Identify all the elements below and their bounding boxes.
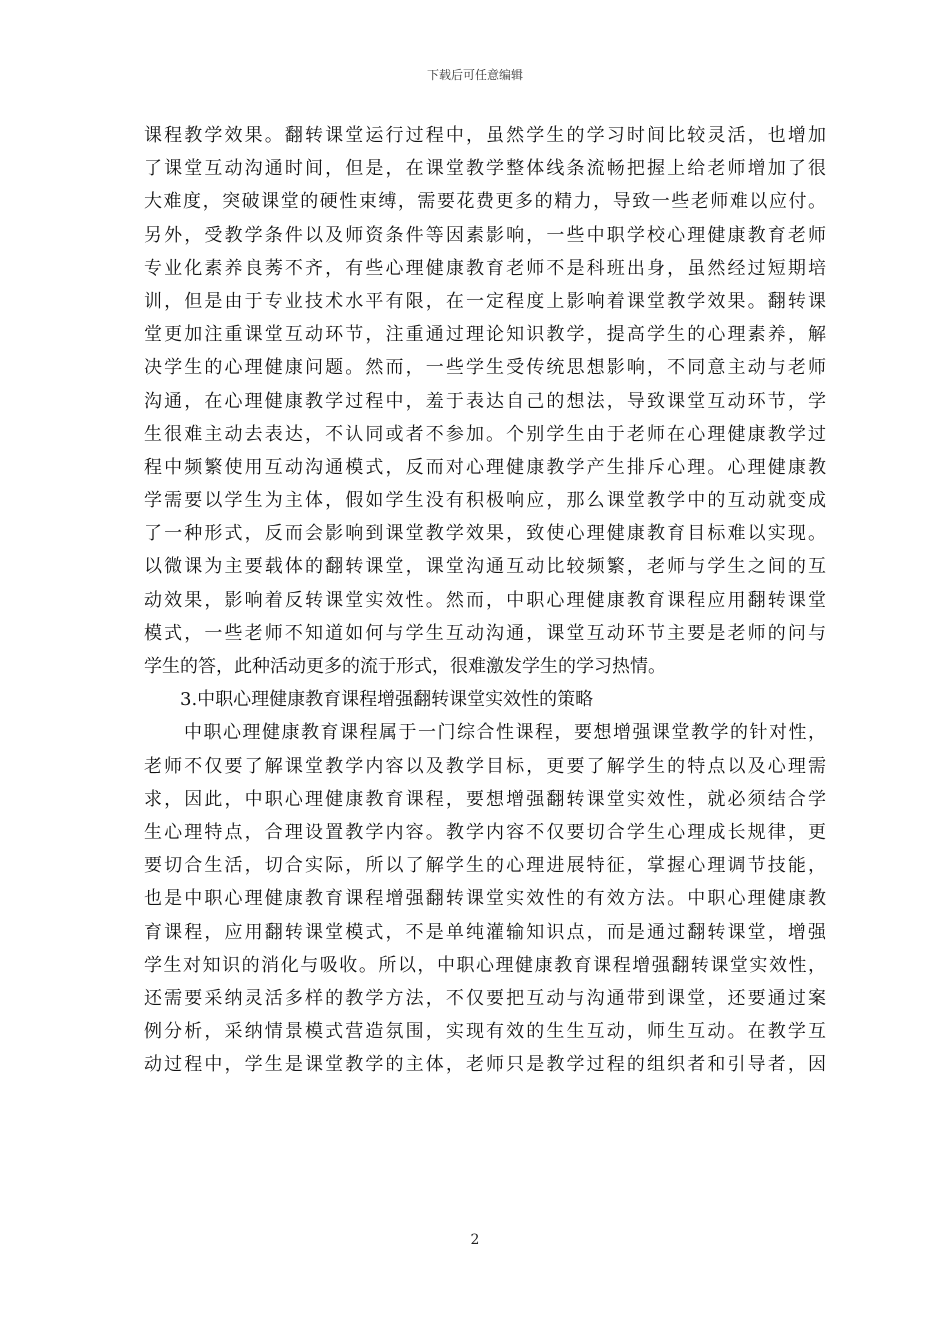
paragraph-1-line: 决学生的心理健康问题。然而，一些学生受传统思想影响，不同意主动与老师 [144,357,826,379]
section-heading: 3.中职心理健康教育课程增强翻转课堂实效性的策略 [180,689,594,711]
paragraph-2-line: 动过程中，学生是课堂教学的主体，老师只是教学过程的组织者和引导者，因 [144,1054,826,1076]
paragraph-1-line: 专业化素养良莠不齐，有些心理健康教育老师不是科班出身，虽然经过短期培 [144,257,826,279]
paragraph-1-line: 大难度，突破课堂的硬性束缚，需要花费更多的精力，导致一些老师难以应付。 [144,191,826,213]
paragraph-1-line: 堂更加注重课堂互动环节，注重通过理论知识教学，提高学生的心理素养，解 [144,324,826,346]
paragraph-2 [144,716,826,1081]
paragraph-2-line: 例分析，采纳情景模式营造氛围，实现有效的生生互动，师生互动。在教学互 [144,1021,826,1043]
paragraph-2-line: 生心理特点，合理设置教学内容。教学内容不仅要切合学生心理成长规律，更 [144,821,826,843]
paragraph-2-line: 学生对知识的消化与吸收。所以，中职心理健康教育课程增强翻转课堂实效性， [144,954,826,976]
page-number: 2 [470,1232,480,1248]
document-body [144,119,826,1081]
paragraph-1 [144,119,826,683]
page-header-note: 下载后可任意编辑 [426,68,523,82]
paragraph-1-line: 了课堂互动沟通时间，但是，在课堂教学整体线条流畅把握上给老师增加了很 [144,158,826,180]
paragraph-2-line: 求，因此，中职心理健康教育课程，要想增强翻转课堂实效性，就必须结合学 [144,788,826,810]
paragraph-2-line: 也是中职心理健康教育课程增强翻转课堂实效性的有效方法。中职心理健康教 [144,888,826,910]
paragraph-2-line: 育课程，应用翻转课堂模式，不是单纯灌输知识点，而是通过翻转课堂，增强 [144,921,826,943]
paragraph-2-line: 中职心理健康教育课程属于一门综合性课程，要想增强课堂教学的针对性， [184,722,826,744]
paragraph-1-line: 沟通，在心理健康教学过程中，羞于表达自己的想法，导致课堂互动环节，学 [144,390,826,412]
paragraph-2-line: 要切合生活，切合实际，所以了解学生的心理进展特征，掌握心理调节技能， [144,855,826,877]
paragraph-1-line: 训，但是由于专业技术水平有限，在一定程度上影响着课堂教学效果。翻转课 [144,290,826,312]
paragraph-1-line: 学生的答，此种活动更多的流于形式，很难激发学生的学习热情。 [144,656,666,677]
paragraph-1-line: 生很难主动去表达，不认同或者不参加。个别学生由于老师在心理健康教学过 [144,423,826,445]
paragraph-1-line: 学需要以学生为主体，假如学生没有积极响应，那么课堂教学中的互动就变成 [144,490,826,512]
paragraph-1-line: 以微课为主要载体的翻转课堂，课堂沟通互动比较频繁，老师与学生之间的互 [144,556,826,578]
paragraph-1-line: 动效果，影响着反转课堂实效性。然而，中职心理健康教育课程应用翻转课堂 [144,589,826,611]
paragraph-2-line: 老师不仅要了解课堂教学内容以及教学目标，更要了解学生的特点以及心理需 [144,755,826,777]
paragraph-1-line: 课程教学效果。翻转课堂运行过程中，虽然学生的学习时间比较灵活，也增加 [144,125,826,146]
paragraph-2-line: 还需要采纳灵活多样的教学方法，不仅要把互动与沟通带到课堂，还要通过案 [144,987,826,1009]
paragraph-1-line: 了一种形式，反而会影响到课堂教学效果，致使心理健康教育目标难以实现。 [144,523,826,545]
paragraph-1-line: 模式，一些老师不知道如何与学生互动沟通，课堂互动环节主要是老师的问与 [144,622,826,644]
paragraph-1-line: 另外，受教学条件以及师资条件等因素影响，一些中职学校心理健康教育老师 [144,224,826,246]
paragraph-1-line: 程中频繁使用互动沟通模式，反而对心理健康教学产生排斥心理。心理健康教 [144,456,826,478]
